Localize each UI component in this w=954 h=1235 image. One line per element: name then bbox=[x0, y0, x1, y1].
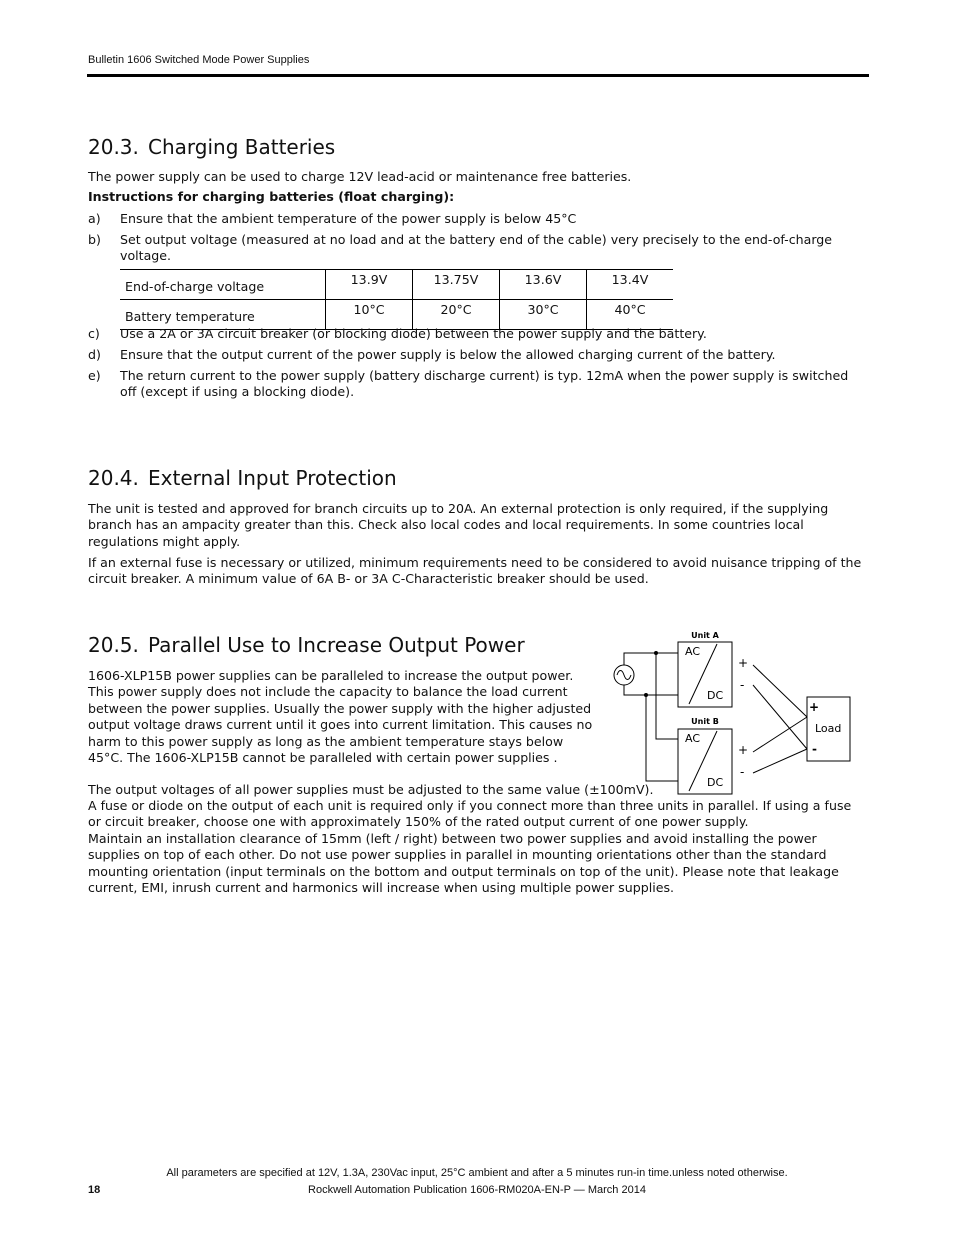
section-number: 20.4. bbox=[88, 466, 139, 490]
list-marker: b) bbox=[88, 232, 101, 247]
section-title: Parallel Use to Increase Output Power bbox=[148, 633, 525, 657]
section-number: 20.3. bbox=[88, 135, 139, 159]
table-row-label: Battery temperature bbox=[120, 300, 326, 330]
section-number: 20.5. bbox=[88, 633, 139, 657]
unit-a-ac-label: AC bbox=[685, 645, 701, 658]
load-label: Load bbox=[815, 722, 842, 735]
unit-b-label: Unit B bbox=[691, 717, 719, 726]
list-text: The return current to the power supply (battery discharge current) is typ. 12mA when the power supply is switched off (except if using a blocking diode). bbox=[120, 368, 849, 400]
table-cell: 20°C bbox=[413, 300, 500, 330]
unit-b-ac-label: AC bbox=[685, 732, 701, 745]
section-heading-parallel-use bbox=[88, 633, 525, 657]
unit-b-plus: + bbox=[738, 743, 749, 757]
charge-voltage-table bbox=[120, 269, 673, 330]
table-cell: 13.9V bbox=[326, 270, 413, 300]
list-marker: a) bbox=[88, 211, 101, 226]
table-cell: 40°C bbox=[587, 300, 674, 330]
unit-a-dc-label: DC bbox=[707, 689, 724, 702]
table-cell: 30°C bbox=[500, 300, 587, 330]
section-title: Charging Batteries bbox=[148, 135, 336, 159]
unit-a-label: Unit A bbox=[691, 631, 719, 640]
table-row bbox=[120, 270, 673, 300]
load-plus: + bbox=[809, 700, 820, 714]
table-cell: 13.4V bbox=[587, 270, 674, 300]
unit-b-minus: - bbox=[740, 765, 745, 779]
sine-wave-icon bbox=[617, 671, 631, 680]
unit-a-minus: - bbox=[740, 678, 745, 692]
table-cell: 13.6V bbox=[500, 270, 587, 300]
parallel-paragraph-3: A fuse or diode on the output of each unit is required only if you connect more than three units in parallel. If using a fuse or circuit breaker, choose one with approximately 150% of the rated output current of one power supply. bbox=[88, 798, 852, 830]
load-minus: - bbox=[812, 742, 817, 756]
protection-paragraph-2: If an external fuse is necessary or utilized, minimum requirements need to be considered to avoid nuisance tripping of the circuit breaker. A minimum value of 6A B- or 3A C-Characteristic breaker should be used. bbox=[88, 555, 862, 587]
parallel-paragraph-4: Maintain an installation clearance of 15mm (left / right) between two power supplies and avoid installing the power supplies on top of each other. Do not use power supplies in parallel in mounting orientations other than the standard mounting orientation (input terminals on the bottom and output terminals on top of the unit). Please note that leakage current, EMI, inrush current and harmonics will increase when using multiple power supplies. bbox=[88, 831, 839, 896]
list-text: Use a 2A or 3A circuit breaker (or blocking diode) between the power supply and the battery. bbox=[120, 326, 707, 341]
section-title: External Input Protection bbox=[148, 466, 397, 490]
unit-b-dc-label: DC bbox=[707, 776, 724, 789]
parallel-connection-diagram bbox=[605, 625, 860, 795]
list-text: Ensure that the output current of the power supply is below the allowed charging current of the battery. bbox=[120, 347, 776, 362]
header-divider bbox=[87, 74, 869, 77]
section-heading-charging-batteries bbox=[88, 135, 335, 159]
section-heading-external-input-protection bbox=[88, 466, 397, 490]
list-marker: e) bbox=[88, 368, 101, 383]
footer-note: All parameters are specified at 12V, 1.3A, 230Vac input, 25°C ambient and after a 5 minutes run-in time.unless noted otherwise. bbox=[166, 1167, 788, 1179]
protection-paragraph-1: The unit is tested and approved for branch circuits up to 20A. An external protection is only required, if the supplying branch has an ampacity greater than this. Check also local codes and local requirements. In some countries local regulations might apply. bbox=[88, 501, 829, 549]
footer-publication: Rockwell Automation Publication 1606-RM020A-EN-P — March 2014 bbox=[308, 1184, 646, 1196]
page-number: 18 bbox=[88, 1184, 101, 1196]
unit-a-plus: + bbox=[738, 656, 749, 670]
table-cell: 10°C bbox=[326, 300, 413, 330]
parallel-paragraph-1: 1606-XLP15B power supplies can be paralleled to increase the output power. This power supply does not include the capacity to balance the load current between the power supplies. Usually the power supply with the higher adjusted output voltage draws current until it goes into current limitation. This causes no harm to this power supply as long as the ambient temperature stays below 45°C. The 1606-XLP15B cannot be paralleled with certain power supplies . bbox=[88, 668, 593, 766]
list-marker: d) bbox=[88, 347, 101, 362]
list-marker: c) bbox=[88, 326, 100, 341]
table-cell: 13.75V bbox=[413, 270, 500, 300]
table-row bbox=[120, 300, 673, 330]
parallel-paragraph-2: The output voltages of all power supplies must be adjusted to the same value (±100mV). bbox=[88, 782, 654, 797]
list-text: Ensure that the ambient temperature of the power supply is below 45°C bbox=[120, 211, 577, 226]
table-row-label: End-of-charge voltage bbox=[120, 270, 326, 300]
charging-intro: The power supply can be used to charge 12V lead-acid or maintenance free batteries. bbox=[88, 169, 632, 184]
list-text: Set output voltage (measured at no load and at the battery end of the cable) very precisely to the end-of-charge voltage. bbox=[120, 232, 833, 264]
running-header: Bulletin 1606 Switched Mode Power Supplies bbox=[88, 54, 310, 66]
charging-instructions-heading: Instructions for charging batteries (float charging): bbox=[88, 189, 455, 204]
